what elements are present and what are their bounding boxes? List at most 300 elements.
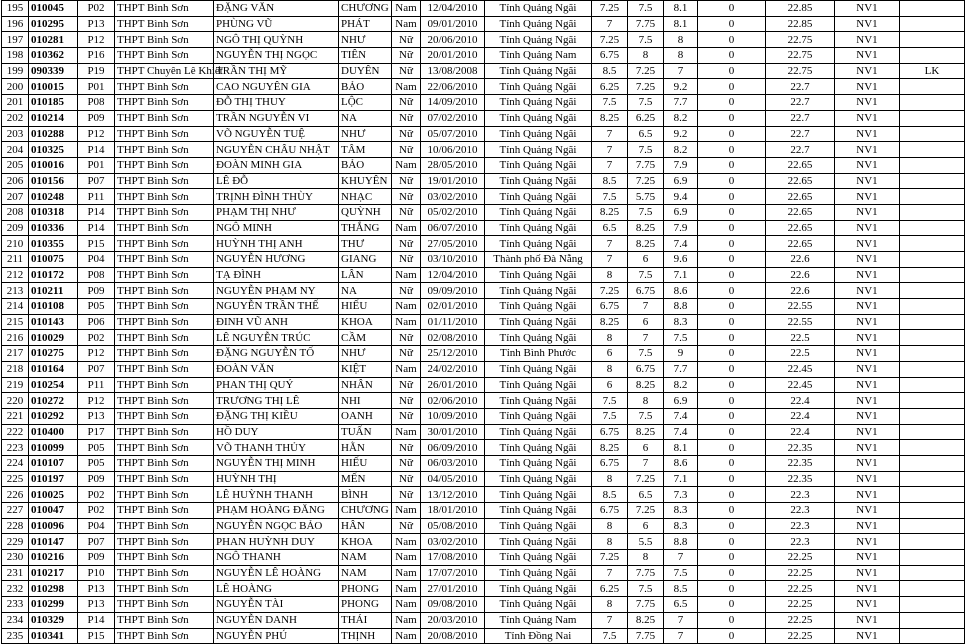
surname-cell: TRẦN NGUYỄN VI xyxy=(214,110,339,126)
total-cell: 22.65 xyxy=(766,157,835,173)
birthplace-cell: Tỉnh Quảng Ngãi xyxy=(485,330,592,346)
birthplace-cell: Tỉnh Quảng Ngãi xyxy=(485,314,592,330)
gender-cell: Nữ xyxy=(392,236,421,252)
school-cell: THPT Bình Sơn xyxy=(115,581,214,597)
birthplace-cell: Tỉnh Quảng Ngãi xyxy=(485,236,592,252)
score-2-cell: 7 xyxy=(628,330,664,346)
room-cell: P14 xyxy=(78,142,115,158)
total-cell: 22.3 xyxy=(766,518,835,534)
score-3-cell: 8.5 xyxy=(664,581,698,597)
given-name-cell: NAM xyxy=(339,565,392,581)
total-cell: 22.65 xyxy=(766,236,835,252)
surname-cell: NGUYỄN TRẦN THẾ xyxy=(214,299,339,315)
school-cell: THPT Bình Sơn xyxy=(115,252,214,268)
room-cell: P11 xyxy=(78,377,115,393)
score-3-cell: 7.1 xyxy=(664,267,698,283)
bonus-cell: 0 xyxy=(698,440,766,456)
birth-date-cell: 20/01/2010 xyxy=(421,48,485,64)
birthplace-cell: Tỉnh Quảng Ngãi xyxy=(485,110,592,126)
school-cell: THPT Bình Sơn xyxy=(115,126,214,142)
bonus-cell: 0 xyxy=(698,1,766,17)
score-3-cell: 7 xyxy=(664,628,698,644)
birthplace-cell: Tỉnh Quảng Ngãi xyxy=(485,440,592,456)
bonus-cell: 0 xyxy=(698,534,766,550)
score-3-cell: 7 xyxy=(664,63,698,79)
note-cell xyxy=(900,550,965,566)
candidate-id-cell: 010107 xyxy=(29,455,78,471)
total-cell: 22.5 xyxy=(766,330,835,346)
table-row xyxy=(2,189,965,205)
score-1-cell: 7.5 xyxy=(592,408,628,424)
birth-date-cell: 02/06/2010 xyxy=(421,393,485,409)
surname-cell: NGUYỄN THỊ MINH xyxy=(214,455,339,471)
birthplace-cell: Tỉnh Quảng Ngãi xyxy=(485,534,592,550)
score-2-cell: 7.5 xyxy=(628,204,664,220)
candidate-id-cell: 010164 xyxy=(29,361,78,377)
bonus-cell: 0 xyxy=(698,518,766,534)
note-cell xyxy=(900,581,965,597)
birth-date-cell: 20/06/2010 xyxy=(421,32,485,48)
gender-cell: Nữ xyxy=(392,346,421,362)
score-3-cell: 8.3 xyxy=(664,314,698,330)
given-name-cell: HIẾU xyxy=(339,455,392,471)
score-1-cell: 7 xyxy=(592,142,628,158)
score-1-cell: 7.25 xyxy=(592,283,628,299)
row-number-cell: 195 xyxy=(2,1,29,17)
candidate-id-cell: 010248 xyxy=(29,189,78,205)
choice-cell: NV1 xyxy=(835,142,900,158)
given-name-cell: LỘC xyxy=(339,95,392,111)
surname-cell: NGUYỄN TÀI xyxy=(214,597,339,613)
surname-cell: NGUYỄN DANH xyxy=(214,612,339,628)
score-2-cell: 7.25 xyxy=(628,471,664,487)
room-cell: P09 xyxy=(78,283,115,299)
gender-cell: Nam xyxy=(392,314,421,330)
total-cell: 22.7 xyxy=(766,79,835,95)
note-cell xyxy=(900,126,965,142)
bonus-cell: 0 xyxy=(698,565,766,581)
candidate-id-cell: 010275 xyxy=(29,346,78,362)
score-3-cell: 7 xyxy=(664,550,698,566)
note-cell xyxy=(900,424,965,440)
total-cell: 22.35 xyxy=(766,471,835,487)
choice-cell: NV1 xyxy=(835,346,900,362)
given-name-cell: GIANG xyxy=(339,252,392,268)
school-cell: THPT Chuyên Lê Khiết xyxy=(115,63,214,79)
given-name-cell: NAM xyxy=(339,550,392,566)
choice-cell: NV1 xyxy=(835,79,900,95)
choice-cell: NV1 xyxy=(835,267,900,283)
gender-cell: Nữ xyxy=(392,377,421,393)
bonus-cell: 0 xyxy=(698,32,766,48)
score-1-cell: 8.25 xyxy=(592,314,628,330)
score-1-cell: 8 xyxy=(592,597,628,613)
candidate-id-cell: 010075 xyxy=(29,252,78,268)
given-name-cell: TUẤN xyxy=(339,424,392,440)
candidate-id-cell: 010172 xyxy=(29,267,78,283)
bonus-cell: 0 xyxy=(698,142,766,158)
given-name-cell: HÂN xyxy=(339,518,392,534)
note-cell xyxy=(900,393,965,409)
score-2-cell: 6 xyxy=(628,252,664,268)
gender-cell: Nữ xyxy=(392,63,421,79)
bonus-cell: 0 xyxy=(698,408,766,424)
given-name-cell: NA xyxy=(339,283,392,299)
gender-cell: Nữ xyxy=(392,32,421,48)
school-cell: THPT Bình Sơn xyxy=(115,283,214,299)
note-cell xyxy=(900,189,965,205)
score-2-cell: 7 xyxy=(628,455,664,471)
score-3-cell: 8.8 xyxy=(664,534,698,550)
total-cell: 22.55 xyxy=(766,299,835,315)
table-row xyxy=(2,157,965,173)
choice-cell: NV1 xyxy=(835,204,900,220)
score-2-cell: 8.25 xyxy=(628,424,664,440)
total-cell: 22.3 xyxy=(766,503,835,519)
choice-cell: NV1 xyxy=(835,1,900,17)
candidate-id-cell: 010288 xyxy=(29,126,78,142)
note-cell: LK xyxy=(900,63,965,79)
score-1-cell: 7.25 xyxy=(592,550,628,566)
choice-cell: NV1 xyxy=(835,48,900,64)
surname-cell: TRỊNH ĐÌNH THÙY xyxy=(214,189,339,205)
choice-cell: NV1 xyxy=(835,440,900,456)
score-2-cell: 7 xyxy=(628,299,664,315)
score-3-cell: 9 xyxy=(664,346,698,362)
total-cell: 22.6 xyxy=(766,252,835,268)
birth-date-cell: 09/08/2010 xyxy=(421,597,485,613)
given-name-cell: DUYÊN xyxy=(339,63,392,79)
gender-cell: Nam xyxy=(392,157,421,173)
row-number-cell: 221 xyxy=(2,408,29,424)
gender-cell: Nam xyxy=(392,220,421,236)
room-cell: P05 xyxy=(78,455,115,471)
gender-cell: Nữ xyxy=(392,142,421,158)
birthplace-cell: Tỉnh Bình Phước xyxy=(485,346,592,362)
table-row xyxy=(2,299,965,315)
score-2-cell: 8.25 xyxy=(628,612,664,628)
choice-cell: NV1 xyxy=(835,220,900,236)
note-cell xyxy=(900,142,965,158)
total-cell: 22.35 xyxy=(766,440,835,456)
row-number-cell: 210 xyxy=(2,236,29,252)
bonus-cell: 0 xyxy=(698,503,766,519)
given-name-cell: NHÂN xyxy=(339,377,392,393)
school-cell: THPT Bình Sơn xyxy=(115,534,214,550)
birthplace-cell: Tỉnh Quảng Ngãi xyxy=(485,1,592,17)
candidate-id-cell: 010096 xyxy=(29,518,78,534)
table-row xyxy=(2,471,965,487)
score-1-cell: 6 xyxy=(592,346,628,362)
room-cell: P07 xyxy=(78,173,115,189)
room-cell: P14 xyxy=(78,612,115,628)
candidate-id-cell: 090339 xyxy=(29,63,78,79)
note-cell xyxy=(900,236,965,252)
score-1-cell: 7.5 xyxy=(592,628,628,644)
gender-cell: Nữ xyxy=(392,48,421,64)
candidate-id-cell: 010185 xyxy=(29,95,78,111)
total-cell: 22.5 xyxy=(766,346,835,362)
table-row xyxy=(2,361,965,377)
birth-date-cell: 02/08/2010 xyxy=(421,330,485,346)
table-row xyxy=(2,597,965,613)
table-row xyxy=(2,16,965,32)
score-1-cell: 8.25 xyxy=(592,204,628,220)
bonus-cell: 0 xyxy=(698,204,766,220)
room-cell: P01 xyxy=(78,157,115,173)
row-number-cell: 217 xyxy=(2,346,29,362)
room-cell: P02 xyxy=(78,330,115,346)
row-number-cell: 232 xyxy=(2,581,29,597)
row-number-cell: 220 xyxy=(2,393,29,409)
note-cell xyxy=(900,518,965,534)
room-cell: P07 xyxy=(78,534,115,550)
choice-cell: NV1 xyxy=(835,110,900,126)
score-3-cell: 6.5 xyxy=(664,597,698,613)
row-number-cell: 214 xyxy=(2,299,29,315)
score-3-cell: 9.2 xyxy=(664,126,698,142)
school-cell: THPT Bình Sơn xyxy=(115,518,214,534)
school-cell: THPT Bình Sơn xyxy=(115,330,214,346)
school-cell: THPT Bình Sơn xyxy=(115,455,214,471)
birth-date-cell: 05/07/2010 xyxy=(421,126,485,142)
table-row xyxy=(2,487,965,503)
score-3-cell: 9.2 xyxy=(664,79,698,95)
total-cell: 22.6 xyxy=(766,267,835,283)
candidate-id-cell: 010336 xyxy=(29,220,78,236)
given-name-cell: OANH xyxy=(339,408,392,424)
total-cell: 22.7 xyxy=(766,95,835,111)
score-1-cell: 7 xyxy=(592,565,628,581)
school-cell: THPT Bình Sơn xyxy=(115,471,214,487)
gender-cell: Nam xyxy=(392,16,421,32)
note-cell xyxy=(900,534,965,550)
gender-cell: Nam xyxy=(392,267,421,283)
given-name-cell: KHOA xyxy=(339,314,392,330)
table-row xyxy=(2,455,965,471)
choice-cell: NV1 xyxy=(835,455,900,471)
surname-cell: ĐẶNG NGUYỄN TỐ xyxy=(214,346,339,362)
total-cell: 22.25 xyxy=(766,550,835,566)
surname-cell: TẠ ĐÌNH xyxy=(214,267,339,283)
row-number-cell: 231 xyxy=(2,565,29,581)
school-cell: THPT Bình Sơn xyxy=(115,189,214,205)
score-2-cell: 5.75 xyxy=(628,189,664,205)
birthplace-cell: Tỉnh Quảng Ngãi xyxy=(485,79,592,95)
surname-cell: NGUYỄN PHÚ xyxy=(214,628,339,644)
surname-cell: PHẠM HOÀNG ĐĂNG xyxy=(214,503,339,519)
choice-cell: NV1 xyxy=(835,63,900,79)
row-number-cell: 201 xyxy=(2,95,29,111)
results-table xyxy=(1,0,965,644)
surname-cell: HUỲNH THỊ xyxy=(214,471,339,487)
note-cell xyxy=(900,471,965,487)
score-3-cell: 7.5 xyxy=(664,330,698,346)
row-number-cell: 211 xyxy=(2,252,29,268)
note-cell xyxy=(900,346,965,362)
total-cell: 22.45 xyxy=(766,377,835,393)
score-3-cell: 6.9 xyxy=(664,173,698,189)
room-cell: P02 xyxy=(78,487,115,503)
bonus-cell: 0 xyxy=(698,377,766,393)
school-cell: THPT Bình Sơn xyxy=(115,79,214,95)
candidate-id-cell: 010298 xyxy=(29,581,78,597)
choice-cell: NV1 xyxy=(835,95,900,111)
row-number-cell: 216 xyxy=(2,330,29,346)
room-cell: P05 xyxy=(78,440,115,456)
score-3-cell: 7.4 xyxy=(664,424,698,440)
score-1-cell: 7.5 xyxy=(592,393,628,409)
table-row xyxy=(2,314,965,330)
score-3-cell: 6.9 xyxy=(664,204,698,220)
candidate-id-cell: 010295 xyxy=(29,16,78,32)
room-cell: P12 xyxy=(78,346,115,362)
room-cell: P16 xyxy=(78,48,115,64)
table-row xyxy=(2,126,965,142)
surname-cell: LÊ HOÀNG xyxy=(214,581,339,597)
school-cell: THPT Bình Sơn xyxy=(115,361,214,377)
row-number-cell: 223 xyxy=(2,440,29,456)
birth-date-cell: 06/03/2010 xyxy=(421,455,485,471)
surname-cell: ĐOÀN MINH GIA xyxy=(214,157,339,173)
bonus-cell: 0 xyxy=(698,424,766,440)
score-2-cell: 8.25 xyxy=(628,220,664,236)
score-1-cell: 7 xyxy=(592,126,628,142)
bonus-cell: 0 xyxy=(698,299,766,315)
note-cell xyxy=(900,628,965,644)
score-2-cell: 8 xyxy=(628,550,664,566)
row-number-cell: 212 xyxy=(2,267,29,283)
table-row xyxy=(2,204,965,220)
table-row xyxy=(2,534,965,550)
row-number-cell: 224 xyxy=(2,455,29,471)
score-1-cell: 6.75 xyxy=(592,299,628,315)
school-cell: THPT Bình Sơn xyxy=(115,377,214,393)
room-cell: P12 xyxy=(78,393,115,409)
row-number-cell: 206 xyxy=(2,173,29,189)
row-number-cell: 215 xyxy=(2,314,29,330)
given-name-cell: NHƯ xyxy=(339,346,392,362)
surname-cell: NGUYỄN HƯƠNG xyxy=(214,252,339,268)
given-name-cell: PHONG xyxy=(339,581,392,597)
total-cell: 22.25 xyxy=(766,581,835,597)
table-row xyxy=(2,110,965,126)
choice-cell: NV1 xyxy=(835,612,900,628)
score-2-cell: 8 xyxy=(628,48,664,64)
row-number-cell: 196 xyxy=(2,16,29,32)
room-cell: P09 xyxy=(78,110,115,126)
score-2-cell: 7.5 xyxy=(628,267,664,283)
given-name-cell: TIÊN xyxy=(339,48,392,64)
bonus-cell: 0 xyxy=(698,314,766,330)
score-3-cell: 7.5 xyxy=(664,565,698,581)
note-cell xyxy=(900,32,965,48)
score-1-cell: 7 xyxy=(592,16,628,32)
choice-cell: NV1 xyxy=(835,314,900,330)
birth-date-cell: 30/01/2010 xyxy=(421,424,485,440)
room-cell: P15 xyxy=(78,628,115,644)
room-cell: P13 xyxy=(78,16,115,32)
birthplace-cell: Tỉnh Quảng Ngãi xyxy=(485,126,592,142)
birthplace-cell: Tỉnh Quảng Ngãi xyxy=(485,32,592,48)
room-cell: P12 xyxy=(78,126,115,142)
gender-cell: Nam xyxy=(392,612,421,628)
candidate-id-cell: 010299 xyxy=(29,597,78,613)
row-number-cell: 228 xyxy=(2,518,29,534)
candidate-id-cell: 010329 xyxy=(29,612,78,628)
gender-cell: Nam xyxy=(392,565,421,581)
given-name-cell: PHONG xyxy=(339,597,392,613)
birthplace-cell: Tỉnh Quảng Ngãi xyxy=(485,581,592,597)
room-cell: P01 xyxy=(78,79,115,95)
total-cell: 22.3 xyxy=(766,534,835,550)
given-name-cell: BÌNH xyxy=(339,487,392,503)
given-name-cell: HẰN xyxy=(339,440,392,456)
score-3-cell: 8 xyxy=(664,48,698,64)
table-row xyxy=(2,565,965,581)
bonus-cell: 0 xyxy=(698,597,766,613)
bonus-cell: 0 xyxy=(698,628,766,644)
score-2-cell: 7.75 xyxy=(628,628,664,644)
surname-cell: NGUYỄN LÊ HOÀNG xyxy=(214,565,339,581)
score-2-cell: 7.5 xyxy=(628,408,664,424)
table-row xyxy=(2,612,965,628)
gender-cell: Nam xyxy=(392,361,421,377)
surname-cell: NGUYỄN CHÂU NHẬT xyxy=(214,142,339,158)
candidate-id-cell: 010318 xyxy=(29,204,78,220)
table-row xyxy=(2,518,965,534)
candidate-id-cell: 010217 xyxy=(29,565,78,581)
gender-cell: Nữ xyxy=(392,518,421,534)
total-cell: 22.75 xyxy=(766,48,835,64)
room-cell: P09 xyxy=(78,550,115,566)
given-name-cell: THỊNH xyxy=(339,628,392,644)
birthplace-cell: Tỉnh Quảng Ngãi xyxy=(485,471,592,487)
score-1-cell: 8.5 xyxy=(592,173,628,189)
score-3-cell: 8.1 xyxy=(664,1,698,17)
gender-cell: Nữ xyxy=(392,393,421,409)
total-cell: 22.7 xyxy=(766,110,835,126)
birthplace-cell: Tỉnh Quảng Ngãi xyxy=(485,503,592,519)
row-number-cell: 229 xyxy=(2,534,29,550)
birthplace-cell: Tỉnh Quảng Ngãi xyxy=(485,204,592,220)
choice-cell: NV1 xyxy=(835,16,900,32)
room-cell: P14 xyxy=(78,220,115,236)
gender-cell: Nữ xyxy=(392,487,421,503)
score-2-cell: 8.25 xyxy=(628,236,664,252)
row-number-cell: 226 xyxy=(2,487,29,503)
score-1-cell: 8 xyxy=(592,471,628,487)
bonus-cell: 0 xyxy=(698,63,766,79)
note-cell xyxy=(900,283,965,299)
table-row xyxy=(2,79,965,95)
gender-cell: Nam xyxy=(392,1,421,17)
surname-cell: HỒ DUY xyxy=(214,424,339,440)
surname-cell: LÊ NGUYỄN TRÚC xyxy=(214,330,339,346)
choice-cell: NV1 xyxy=(835,518,900,534)
room-cell: P10 xyxy=(78,565,115,581)
total-cell: 22.35 xyxy=(766,455,835,471)
given-name-cell: LÂN xyxy=(339,267,392,283)
score-2-cell: 7.5 xyxy=(628,346,664,362)
school-cell: THPT Bình Sơn xyxy=(115,95,214,111)
score-2-cell: 7.5 xyxy=(628,95,664,111)
birthplace-cell: Tỉnh Quảng Ngãi xyxy=(485,173,592,189)
gender-cell: Nữ xyxy=(392,408,421,424)
choice-cell: NV1 xyxy=(835,173,900,189)
total-cell: 22.45 xyxy=(766,361,835,377)
birth-date-cell: 04/05/2010 xyxy=(421,471,485,487)
